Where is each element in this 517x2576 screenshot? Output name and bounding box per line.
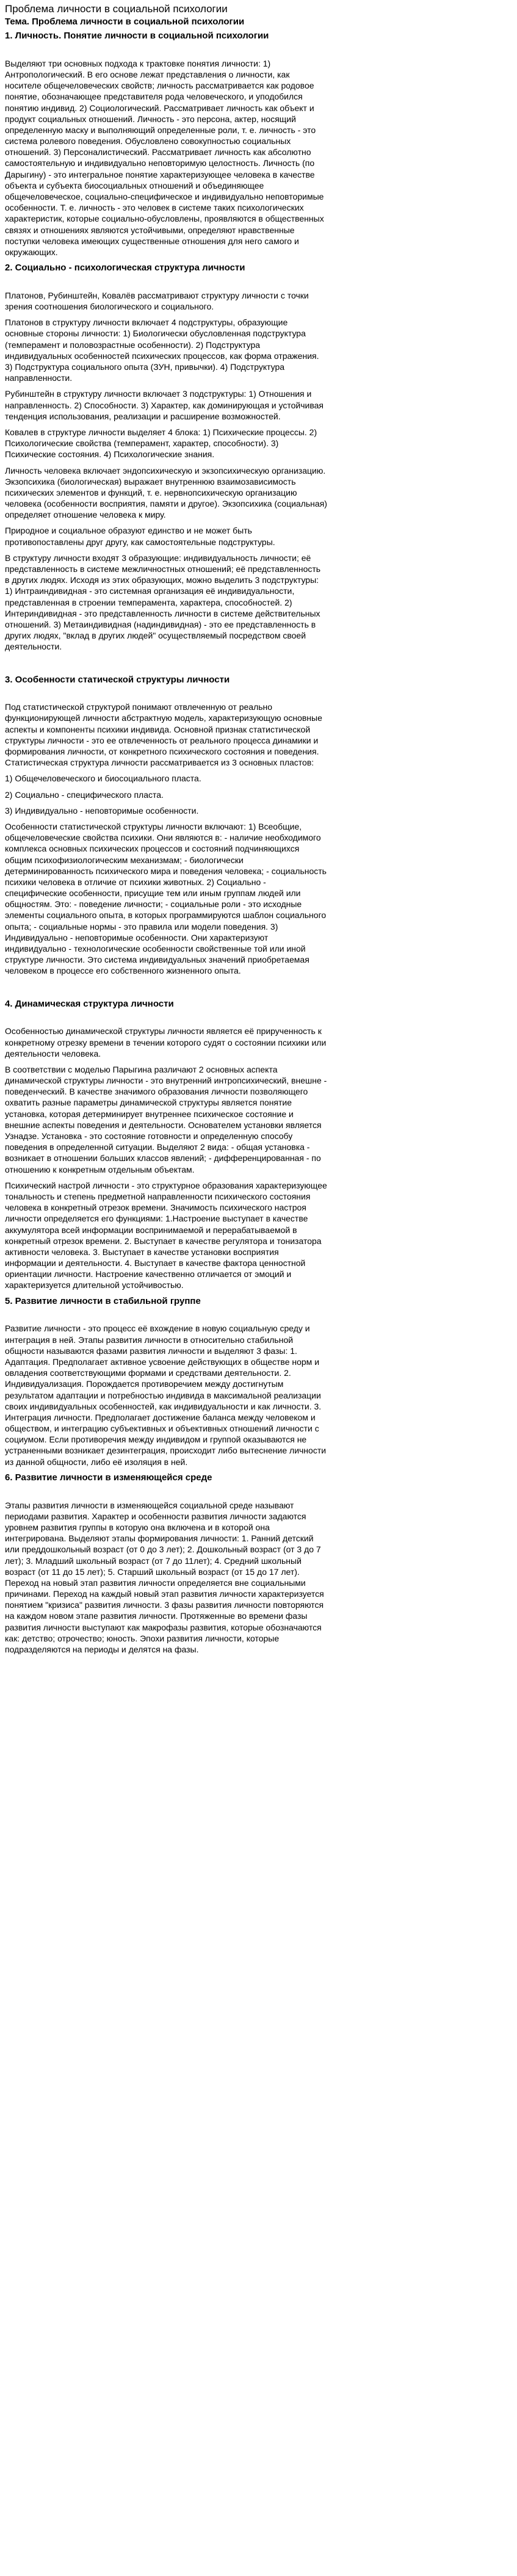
document-theme: Тема. Проблема личности в социальной психологии	[5, 16, 245, 27]
section-3	[5, 675, 327, 977]
paragraph: Психический настрой личности - это структурное образования характеризующее тональность и степень предметной направленности психического состояния человека в конкретный отрезок времени. Значимость психического настроя личности определяется его функциями: 1.Настроение выступает в качестве аккумулятора всей информации воспринимаемой и перерабатываемой в конкретный отрезок времени. 2. Выступает в качестве регулятора и тонизатора активности человека. 3. Выступает в качестве установки восприятия информации и деятельности. 4. Выступает в качестве фактора ценностной ориентации личности. Настроение качественно отличается от эмоций и характеризуется длительной устойчивостью.	[5, 1180, 327, 1290]
paragraph: Рубинштейн в структуру личности включает 3 подструктуры: 1) Отношения и направленность. 2) Способности. 3) Характер, как доминирующая и устойчивая тенденция использования, реализации и расширение возможностей.	[5, 389, 324, 421]
paragraph: Платонов в структуру личности включает 4 подструктуры, образующие основные стороны личности: 1) Биологически обусловленная подструктура (темперамент и половозрастные особенности). 2) Подструктура индивидуальных особенностей психических процессов, как форма отражения. 3) Подструктура социального опыта (ЗУН, привычки). 4) Подструктура направленности.	[5, 317, 319, 383]
section-heading: 4. Динамическая структура личности	[5, 998, 174, 1009]
section-heading: 1. Личность. Понятие личности в социальной психологии	[5, 31, 269, 41]
section-heading: 3. Особенности статической структуры личности	[5, 674, 230, 685]
paragraph: Этапы развития личности в изменяющейся социальной среде называют периодами развития. Характер и особенности развития личности задаются уровнем развития группы в которую она включена и в которой она интегрирована. Выделяют этапы формирования личности: 1. Ранний детский или преддошкольный возраст (от 0 до 3 лет); 2. Дошкольный возраст (от 3 до 7 лет); 3. Младший школьный возраст (от 7 до 11лет); 4. Средний школьный возраст (от 11 до 15 лет); 5. Старший школьный возраст (от 15 до 17 лет). Переход на новый этап развития личности определяется вне социальными причинами. Переход на каждый новый этап развития личности характеризуется понятием "кризиса" развития личности. 3 фазы развития личности повторяются на каждом новом этапе развития личности. Протяженные во времени фазы развития личности выступают как макрофазы развития, которые обозначаются как: детство; отрочество; юность. Эпохи развития личности, которые подразделяются на периоды и делятся на фазы.	[5, 1500, 324, 1654]
paragraph: Особенности статистической структуры личности включают: 1) Всеобщие, общечеловеческие свойства психики. Они являются в: - наличие необходимого комплекса основных психических процессов и состояний подчиняющихся общим психофизиологическим механизмам; - биологически детерминированность психического мира и поведения человека; - социальность психики человека в отличие от психики животных. 2) Социально - специфические особенности, присущие тем или иным группам людей или общностям. Это: - поведение личности; - социальные роли - это исходные элементы социального опыта, в которых программируются шаблон социального опыта; - социальные нормы - это правила или модели поведения. 3) Индивидуально - неповторимые особенности. Они характеризуют индивидуально - технологические особенности свойственные той или иной структуре личности. Это система индивидуальных значений приобретаемая человеком в процессе его собственного жизненного опыта.	[5, 821, 327, 976]
page-title: Проблема личности в социальной психологии	[5, 3, 228, 15]
section-4	[5, 999, 327, 1291]
paragraph: Под статистической структурой понимают отвлеченную от реально функционирующей личности абстрактную модель, характеризующую основные аспекты и компоненты психики индивида. Основной признак статистической структуры личности - это ее отвлеченность от реального процесса динамики и формирования личности, от конкретного психического состояния и поведения. Статистическая структура личности рассматривается из 3 основных пластов:	[5, 702, 322, 768]
section-heading: 6. Развитие личности в изменяющейся среде	[5, 1472, 212, 1483]
paragraph: 2) Социально - специфического пласта.	[5, 789, 164, 800]
paragraph: Развитие личности - это процесс её вхождение в новую социальную среду и интеграция в ней. Этапы развития личности в относительно стабильной общности называются фазами развития личности и выделяют 3 фазы: 1. Адаптация. Предполагает активное усвоение действующих в обществе норм и овладения соответствующими формами и средствами деятельности. 2. Индивидуализация. Порождается противоречием между достигнутым результатом адаптации и потребностью индивида в максимальной реализации своих индивидуальных особенностей, как индивидуальности и как личности. 3. Интеграция личности. Предполагает достижение баланса между человеком и обществом, и интеграцию субъективных и объективных отношений личности с социумом. Если противоречия между индивидом и группой оказываются не устраненными возникает дезинтеграция, происходит либо вытеснение личности из данной общности, либо её изоляция в ней.	[5, 1323, 327, 1467]
paragraph: Личность человека включает эндопсихическую и экзопсихическую организацию. Экзопсихика (биологическая) выражает внутреннюю взаимозависимость психических элементов и функций, т. е. нервнопсихическую организацию человека (особенности восприятия, памяти и другое). Экзопсихика (социальная) определяет отношение человека к миру.	[5, 465, 327, 520]
document	[0, 0, 332, 1655]
section-2	[5, 262, 327, 652]
section-6	[5, 1472, 327, 1655]
paragraph: 3) Индивидуально - неповторимые особенности.	[5, 805, 199, 816]
section-heading: 2. Социально - психологическая структура личности	[5, 262, 245, 273]
paragraph: Выделяют три основных подхода к трактовке понятия личности: 1) Антропологический. В его основе лежат представления о личности, как носителе общечеловеческих свойств; личность рассматривается как родовое понятие, обозначающее представителя рода человеческого, и уподобился понятию индивид. 2) Социологический. Рассматривает личность как объект и продукт социальных отношений. Личность - это персона, актер, носящий определенную маску и выполняющий определенные роли, т. е. личность - это система ролевого поведения. Обусловлено совокупностью социальных отношений. 3) Персоналистический. Рассматривает личность как абсолютно самостоятельную и индивидуально неповторимую целостность. Личность (по Дарыгину) - это интегральное понятие характеризующее человека в качестве объекта и субъекта биосоциальных отношений и объединяющее общечеловеческое, социально-специфическое и индивидуально неповторимые особенности. Т. е. личность - это человек в системе таких психологических характеристик, которые социально-обусловлены, проявляются в общественных связях и отношениях являются устойчивыми, определяют нравственные поступки человека имеющих существенные отношения для него самого и окружающих.	[5, 58, 324, 257]
section-heading: 5. Развитие личности в стабильной группе	[5, 1295, 201, 1306]
paragraph: Ковалев в структуре личности выделяет 4 блока: 1) Психические процессы. 2) Психологические свойства (темперамент, характер, способности). 3) Психические состояния. 4) Психологические знания.	[5, 427, 317, 460]
paragraph: В структуру личности входят 3 образующие: индивидуальность личности; её представленность в системе межличностных отношений; её представленность в других людях. Исходя из этих образующих, можно выделить 3 подструктуры: 1) Интраиндивидная - это системная организация её индивидуальности, представленная в строении темперамента, характера, способностей. 2) Интериндивидная - это представленность личности в системе действительных отношений. 3) Метаиндивидная (надиндивидная) - это ее представленность в других людях, "вклад в других людей" осуществляемый посредством своей деятельности.	[5, 552, 321, 652]
paragraph: Особенностью динамической структуры личности является её прирученность к конкретному отрезку времени в течении которого судят о состоянии психики или деятельности человека.	[5, 1026, 327, 1058]
paragraph: Природное и социальное образуют единство и не может быть противопоставлены друг другу, как самостоятельные подструктуры.	[5, 526, 275, 547]
paragraph: Платонов, Рубинштейн, Ковалёв рассматривают структуру личности с точки зрения соотношения биологического и социального.	[5, 290, 309, 312]
section-1	[5, 31, 327, 258]
paragraph: В соответствии с моделью Парыгина различают 2 основных аспекта динамической структуры личности - это внутренний интропсихический, внешне - поведенческий. В качестве значимого образования личности позволяющего охватить разные параметры динамической структуры является понятие установка, которая детерминирует внутреннее психическое состояние и внешние аспекты поведения и деятельности. Основателем установки является Узнадзе. Установка - это состояние готовности и определенную способу поведения в определенной ситуации. Выделяют 2 вида: - общая установка - возникает в отношении больших классов явлений; - дифференцированная - по отношению к конкретным отдельным объектам.	[5, 1064, 327, 1174]
section-5	[5, 1296, 327, 1467]
paragraph: 1) Общечеловеческого и биосоциального пласта.	[5, 773, 201, 784]
